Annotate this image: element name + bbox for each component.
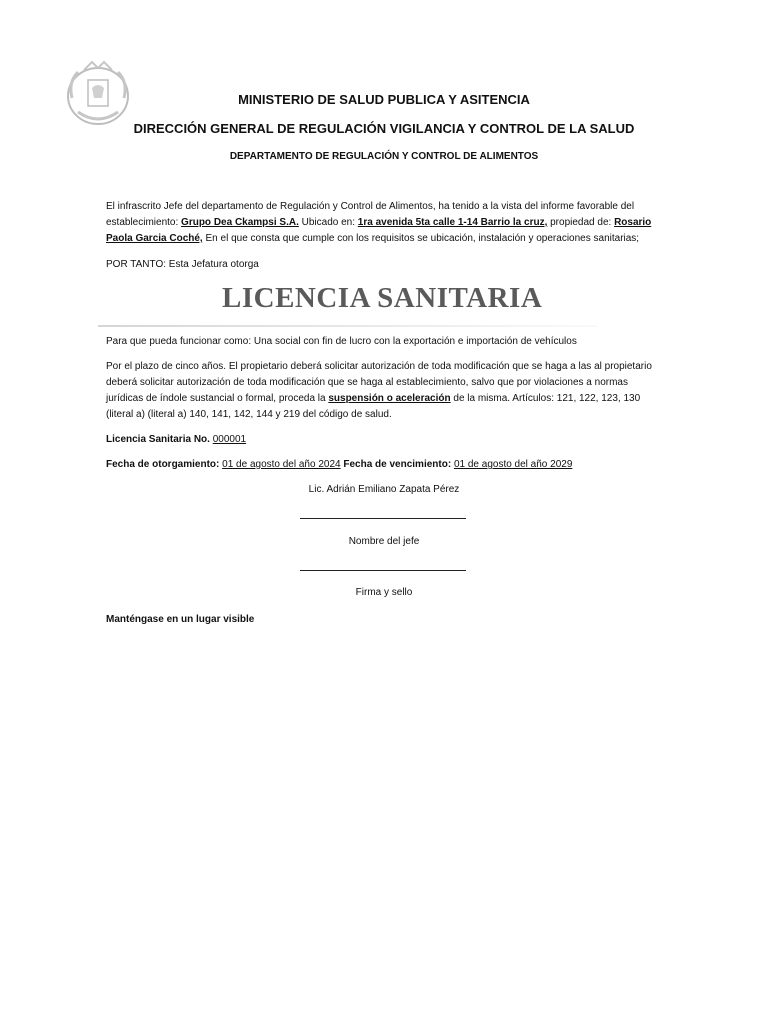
name-caption: Nombre del jefe [348, 536, 420, 547]
term-text: Por el plazo de cinco años. El propietario deberá solicitar autorización de toda modificación que se haga a las al propietario deberá solicitar autorización de toda modificación que se haga al establecimiento, salvo que por violaciones a normas jurídicas de índole sustancial o formal, proceda la [106, 361, 652, 404]
suspension-term: suspensión o aceleración [328, 393, 451, 404]
ministry-title: MINISTERIO DE SALUD PUBLICA Y ASITENCIA [238, 92, 530, 107]
signature-line [300, 570, 466, 571]
grant-date-label: Fecha de otorgamiento: [106, 459, 220, 470]
direction-title: DIRECCIÓN GENERAL DE REGULACIÓN VIGILANCIA Y CONTROL DE LA SALUD [133, 121, 635, 136]
license-number-line [106, 432, 666, 448]
expiry-date-label: Fecha de vencimiento: [343, 459, 452, 470]
intro-paragraph [106, 199, 666, 247]
term-text-end: de la misma. Artículos: 121, 122, 123, 130 (literal a) (literal a) 140, 141, 142, 144 y 219 del código de salud. [106, 393, 641, 420]
dates-line [106, 457, 666, 473]
establishment-address: 1ra avenida 5ta calle 1-14 Barrio la cruz, [357, 217, 548, 228]
scan-artifact [98, 325, 598, 327]
term-paragraph [106, 359, 666, 423]
department-title: DEPARTAMENTO DE REGULACIÓN Y CONTROL DE ALIMENTOS [229, 151, 539, 162]
grant-date-value: 01 de agosto del año 2024 [222, 459, 341, 470]
owner-name: Rosario Paola Garcia Coché, [106, 217, 652, 244]
establishment-name: Grupo Dea Ckampsi S.A. [181, 217, 299, 228]
located-label: Ubicado en: [298, 217, 358, 228]
license-number-value: 000001 [212, 434, 247, 445]
name-signature-line [300, 518, 466, 519]
license-title: LICENCIA SANITARIA [222, 282, 543, 314]
por-tanto: POR TANTO: Esta Jefatura otorga [106, 259, 259, 270]
signature-caption: Firma y sello [355, 587, 413, 598]
footer-note: Manténgase en un lugar visible [106, 614, 255, 625]
license-number-label: Licencia Sanitaria No. [106, 434, 210, 445]
intro-text: El infrascrito Jefe del departamento de Regulación y Control de Alimentos, ha tenido a la vista del informe favorable del establecimiento: [106, 201, 635, 228]
expiry-date-value: 01 de agosto del año 2029 [453, 459, 573, 470]
intro-text-end: En el que consta que cumple con los requisitos se ubicación, instalación y operaciones sanitarias; [202, 233, 640, 244]
signer-name: Lic. Adrián Emiliano Zapata Pérez [308, 484, 460, 495]
purpose-paragraph: Para que pueda funcionar como: Una social con fin de lucro con la exportación e importación de vehículos [106, 336, 577, 347]
owner-label: propiedad de: [547, 217, 615, 228]
